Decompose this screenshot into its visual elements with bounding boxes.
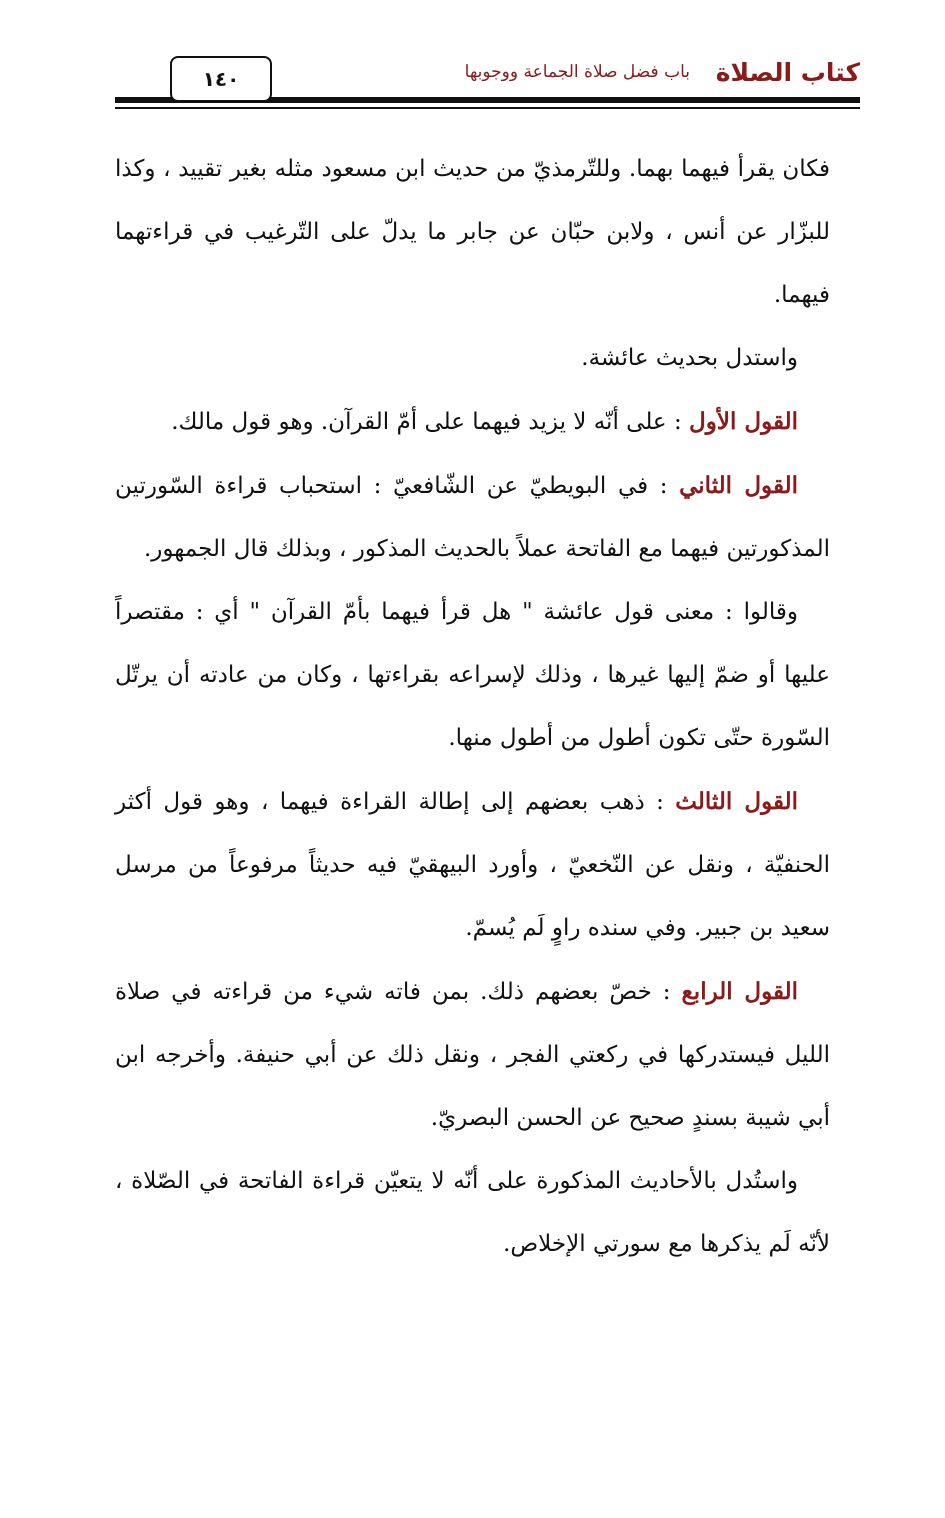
header-rule-thin: [115, 107, 860, 109]
page-number: ١٤٠: [170, 56, 272, 102]
opinion-heading: القول الثالث: [675, 788, 798, 815]
paragraph-text: واستُدل بالأحاديث المذكورة على أنّه لا يتعيّن قراءة الفاتحة في الصّلاة ، لأنّه لَم يذكرها مع سورتي الإخلاص.: [115, 1168, 830, 1257]
paragraph-text: : على أنّه لا يزيد فيهما على أمّ القرآن. وهو قول مالك.: [171, 409, 690, 435]
paragraph: [115, 390, 830, 454]
opinion-heading: القول الرابع: [681, 978, 798, 1005]
paragraph: [115, 770, 830, 960]
paragraph-text: فكان يقرأ فيهما بهما. وللتّرمذيّ من حديث ابن مسعود مثله بغير تقييد ، وكذا للبزّار عن أنس ، ولابن حبّان عن جابر ما يدلّ على التّرغيب في قراءتهما فيهما.: [115, 156, 830, 308]
paragraph-text: وقالوا : معنى قول عائشة " هل قرأ فيهما بأمّ القرآن " أي : مقتصراً عليها أو ضمّ إليها غيرها ، وذلك لإسراعه بقراءتها ، وكان من عادته أن يرتّل السّورة حتّى تكون أطول من أطول منها.: [115, 599, 830, 751]
paragraph: [115, 960, 830, 1150]
opinion-heading: القول الثاني: [679, 472, 798, 499]
page-header: [115, 52, 860, 112]
paragraph-text: : في البويطيّ عن الشّافعيّ : استحباب قراءة السّورتين المذكورتين فيهما مع الفاتحة عملاً بالحديث المذكور ، وبذلك قال الجمهور.: [115, 473, 830, 562]
book-title: كتاب الصلاة: [715, 58, 860, 87]
paragraph: [115, 581, 830, 770]
chapter-title: باب فضل صلاة الجماعة ووجوبها: [464, 62, 690, 82]
page-body: [115, 138, 830, 1276]
paragraph-text: : خصّ بعضهم ذلك. بمن فاته شيء من قراءته في صلاة الليل فيستدركها في ركعتي الفجر ، ونقل ذلك عن أبي حنيفة. وأخرجه ابن أبي شيبة بسندٍ صحيح عن الحسن البصريّ.: [115, 979, 830, 1131]
paragraph: [115, 454, 830, 581]
paragraph-text: : ذهب بعضهم إلى إطالة القراءة فيهما ، وهو قول أكثر الحنفيّة ، ونقل عن النّخعيّ ، وأورد البيهقيّ فيه حديثاً مرفوعاً من مرسل سعيد بن جبير. وفي سنده راوٍ لَم يُسمّ.: [115, 789, 830, 941]
paragraph: [115, 327, 830, 390]
paragraph-text: واستدل بحديث عائشة.: [581, 345, 798, 371]
opinion-heading: القول الأول: [689, 408, 798, 435]
paragraph: [115, 138, 830, 327]
paragraph: [115, 1150, 830, 1276]
